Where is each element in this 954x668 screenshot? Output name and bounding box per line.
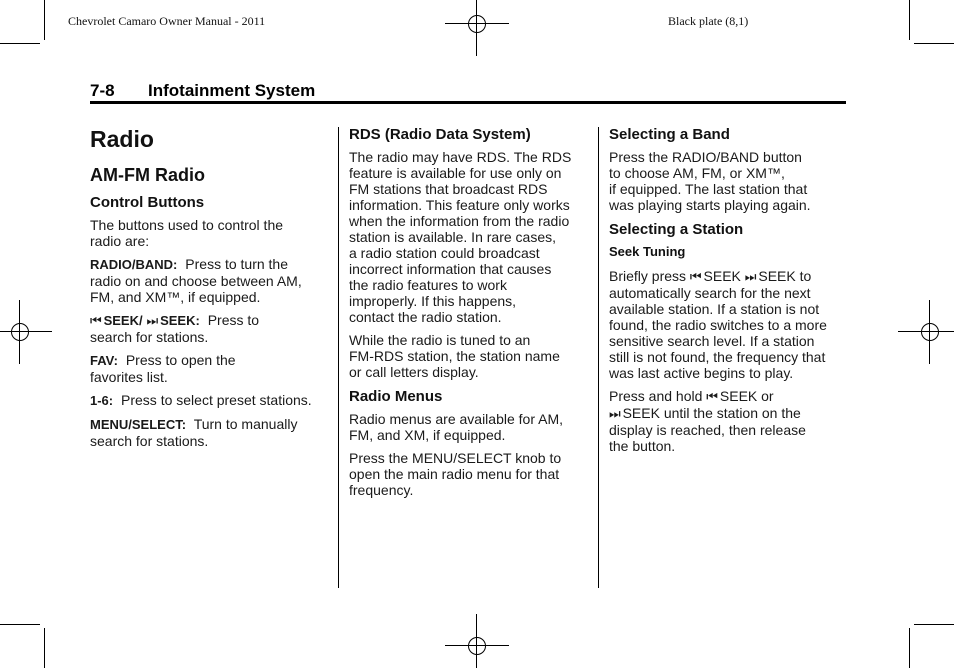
menu-select-label: MENU/SELECT:: [90, 417, 187, 432]
section-header: [90, 81, 315, 101]
crop-mark-bottom-right-v: [909, 628, 910, 668]
menu-select-text: Turn to manually search for stations.: [90, 416, 298, 449]
crop-mark-bottom-left-v: [44, 628, 45, 668]
crop-mark-top-right-h: [914, 43, 954, 44]
seek-back-icon: ⏮: [706, 389, 716, 404]
fav-label: FAV:: [90, 353, 118, 368]
rds-heading: RDS (Radio Data System): [349, 126, 531, 143]
column-3: [609, 126, 843, 461]
seek-tuning-heading: Seek Tuning: [609, 244, 686, 259]
crop-mark-bottom-right-h: [914, 624, 954, 625]
presets-label: 1-6:: [90, 393, 114, 408]
subsection-title: AM-FM Radio: [90, 165, 205, 185]
selecting-band-heading: Selecting a Band: [609, 126, 730, 143]
column-divider-1: [338, 127, 339, 588]
seek-text-a: Press to: [207, 312, 260, 328]
fav-item: [90, 352, 330, 385]
presets-text: Press to select preset stations.: [121, 392, 312, 408]
seek-label-b: SEEK:: [160, 313, 200, 328]
seek-forward-icon: ⏭: [744, 269, 755, 284]
crop-mark-top-left-h: [0, 43, 40, 44]
radio-menus-paragraph-1: Radio menus are available for AM, FM, and XM, if equipped.: [349, 411, 563, 443]
radio-band-item: [90, 256, 330, 305]
registration-mark-left: [0, 300, 52, 364]
seek-tuning-paragraph-1: [609, 268, 843, 381]
radio-menus-paragraph-2: Press the MENU/SELECT knob to open the main radio menu for that frequency.: [349, 450, 562, 498]
rds-paragraph-1: The radio may have RDS. The RDS feature is available for use only on FM stations that broadcast RDS information. This feature only works when the information from the radio station is available. In rare cases, a radio station could broadcast incorrect information that causes the radio features to work improperly. If this happens, contact the radio station.: [349, 149, 572, 325]
column-1: [90, 124, 330, 456]
seek-p1-b: SEEK: [703, 268, 741, 284]
section-title: Infotainment System: [148, 81, 316, 100]
seek-item: [90, 312, 330, 345]
seek-p2-a: Press and hold: [609, 388, 703, 404]
seek-p2-c: SEEK until the station on the display is reached, then release the button.: [609, 405, 806, 454]
seek-back-icon: ⏮: [689, 269, 700, 284]
column-2: [349, 126, 589, 505]
column-divider-2: [598, 127, 599, 588]
slug-document-title: Chevrolet Camaro Owner Manual - 2011: [68, 14, 266, 28]
rds-paragraph-2: While the radio is tuned to an FM-RDS station, the station name or call letters display.: [349, 332, 560, 380]
crop-mark-top-left-v: [44, 0, 45, 40]
seek-text-b: search for stations.: [90, 329, 209, 345]
slug-plate-info: Black plate (8,1): [668, 14, 749, 28]
page-title: Radio: [90, 126, 154, 152]
registration-mark-top: [445, 0, 509, 56]
header-rule: [90, 101, 846, 104]
seek-p1-a: Briefly press: [609, 268, 687, 284]
presets-item: [90, 392, 330, 409]
crop-mark-bottom-left-h: [0, 624, 40, 625]
page-number: 7-8: [90, 81, 115, 100]
seek-p2-b: SEEK or: [719, 388, 774, 404]
control-buttons-intro: The buttons used to control the radio are:: [90, 217, 284, 249]
radio-band-label: RADIO/BAND:: [90, 257, 178, 272]
fav-text: Press to open the favorites list.: [90, 352, 236, 385]
registration-mark-right: [898, 300, 954, 364]
seek-back-icon: ⏮: [90, 313, 100, 328]
control-buttons-heading: Control Buttons: [90, 194, 205, 211]
selecting-band-paragraph: Press the RADIO/BAND button to choose AM, FM, or XM™, if equipped. The last station that was playing starts playing again.: [609, 149, 811, 213]
selecting-station-heading: Selecting a Station: [609, 221, 744, 238]
menu-select-item: [90, 416, 330, 449]
seek-p1-c: SEEK to automatically search for the next available station. If a station is not found, the radio switches to a more sensitive search level. If a station still is not found, the frequency that was last active begins to play.: [609, 268, 827, 381]
radio-menus-heading: Radio Menus: [349, 388, 443, 405]
seek-label-a: SEEK/: [103, 313, 143, 328]
crop-mark-top-right-v: [909, 0, 910, 40]
seek-forward-icon: ⏭: [609, 406, 619, 421]
seek-forward-icon: ⏭: [146, 313, 157, 328]
seek-tuning-paragraph-2: [609, 388, 843, 454]
registration-mark-bottom: [445, 614, 509, 668]
radio-band-text: Press to turn the radio on and choose between AM, FM, and XM™, if equipped.: [90, 256, 302, 305]
